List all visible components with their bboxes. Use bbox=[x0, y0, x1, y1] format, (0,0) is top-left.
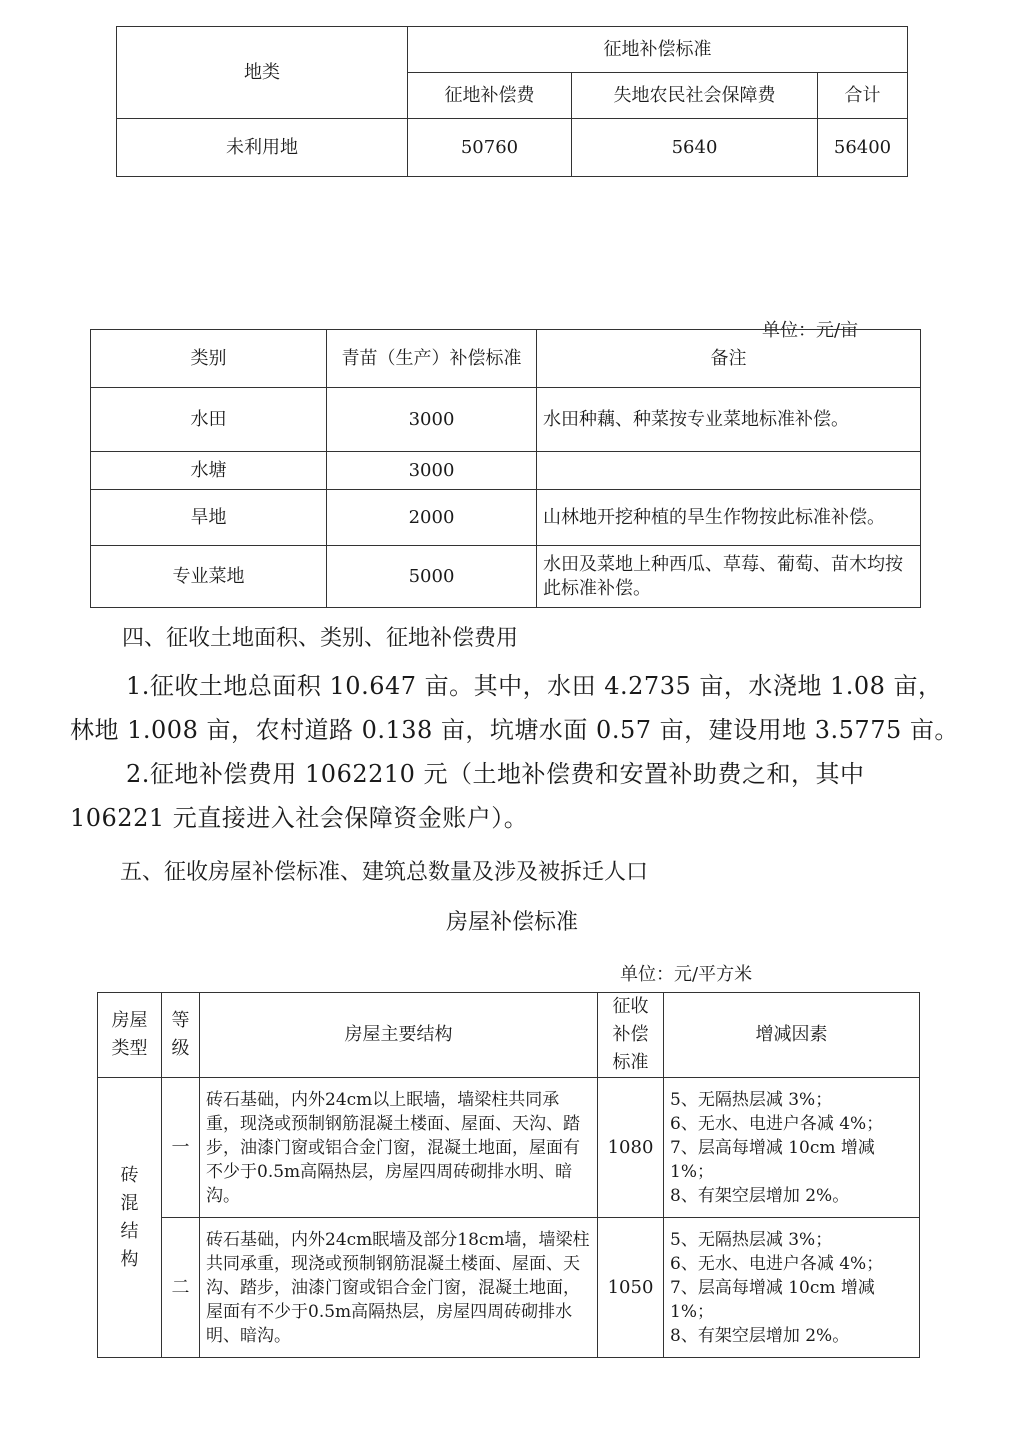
cell-category: 水田 bbox=[91, 388, 327, 452]
cell-category: 专业菜地 bbox=[91, 546, 327, 608]
section-4-paragraph-1b: 林地 1.008 亩，农村道路 0.138 亩，坑塘水面 0.57 亩，建设用地 3.5775 亩。 bbox=[70, 716, 959, 744]
table-row bbox=[91, 452, 921, 490]
factor-item: 7、层高每增减 10cm 增减 1%； bbox=[670, 1277, 875, 1322]
cell-social: 5640 bbox=[572, 119, 818, 177]
cell-standard: 2000 bbox=[327, 490, 537, 546]
cell-category: 水塘 bbox=[91, 452, 327, 490]
header-category: 类别 bbox=[91, 330, 327, 388]
table-row bbox=[98, 1218, 920, 1358]
house-compensation-table bbox=[97, 992, 920, 1358]
cell-total: 56400 bbox=[818, 119, 908, 177]
cell-structure: 砖石基础，内外24cm以上眠墙，墙梁柱共同承重，现浇或预制钢筋混凝土楼面、屋面、天沟、踏步，油漆门窗或铝合金门窗，混凝土地面，屋面有不少于0.5m高隔热层，房屋四周砖砌排水明、暗沟。 bbox=[200, 1078, 598, 1218]
section-4-heading: 四、征收土地面积、类别、征地补偿费用 bbox=[122, 626, 519, 651]
crop-compensation-table bbox=[90, 329, 921, 608]
cell-comp: 50760 bbox=[408, 119, 572, 177]
cell-factors bbox=[664, 1218, 920, 1358]
table-row bbox=[98, 1078, 920, 1218]
cell-standard: 3000 bbox=[327, 452, 537, 490]
header-crop-standard: 青苗（生产）补偿标准 bbox=[327, 330, 537, 388]
factor-item: 5、无隔热层减 3%； bbox=[670, 1089, 833, 1110]
cell-note: 水田种藕、种菜按专业菜地标准补偿。 bbox=[537, 388, 921, 452]
table-row bbox=[91, 388, 921, 452]
header-house-type: 房屋类型 bbox=[98, 993, 162, 1078]
header-main-structure: 房屋主要结构 bbox=[200, 993, 598, 1078]
factor-item: 6、无水、电进户各减 4%； bbox=[670, 1113, 884, 1134]
cell-structure: 砖石基础，内外24cm眠墙及部分18cm墙，墙梁柱共同承重，现浇或预制钢筋混凝土楼面、屋面、天沟、踏步，油漆门窗或铝合金门窗，混凝土地面，屋面有不少于0.5m高隔热层，房屋四周砖砌排水明、暗沟。 bbox=[200, 1218, 598, 1358]
factor-item: 8、有架空层增加 2%。 bbox=[670, 1185, 850, 1206]
header-land-category: 地类 bbox=[117, 27, 408, 119]
table-row bbox=[91, 490, 921, 546]
section-5-heading: 五、征收房屋补偿标准、建筑总数量及涉及被拆迁人口 bbox=[120, 860, 649, 885]
header-grade: 等级 bbox=[162, 993, 200, 1078]
cell-standard: 3000 bbox=[327, 388, 537, 452]
cell-standard: 5000 bbox=[327, 546, 537, 608]
header-social-security: 失地农民社会保障费 bbox=[572, 73, 818, 119]
table-row bbox=[91, 546, 921, 608]
section-4-paragraph-2b: 106221 元直接进入社会保障资金账户）。 bbox=[70, 804, 529, 832]
section-4-paragraph-1a: 1.征收土地总面积 10.647 亩。其中，水田 4.2735 亩，水浇地 1.08 亩， bbox=[126, 672, 943, 700]
header-note: 备注 bbox=[537, 330, 921, 388]
cell-standard: 1080 bbox=[598, 1078, 664, 1218]
cell-note: 山林地开挖种植的旱生作物按此标准补偿。 bbox=[537, 490, 921, 546]
header-standard: 征收补偿标准 bbox=[598, 993, 664, 1078]
unit-label-sqm: 单位：元/平方米 bbox=[620, 964, 753, 985]
unit-label-mu: 单位：元/亩 bbox=[762, 320, 859, 341]
factor-item: 8、有架空层增加 2%。 bbox=[670, 1325, 850, 1346]
cell-category: 旱地 bbox=[91, 490, 327, 546]
cell-standard: 1050 bbox=[598, 1218, 664, 1358]
cell-note bbox=[537, 452, 921, 490]
table-row bbox=[117, 119, 908, 177]
factor-item: 5、无隔热层减 3%； bbox=[670, 1229, 833, 1250]
factor-item: 7、层高每增减 10cm 增减 1%； bbox=[670, 1137, 875, 1182]
cell-house-type: 砖混结构 bbox=[98, 1078, 162, 1358]
header-factors: 增减因素 bbox=[664, 993, 920, 1078]
factor-item: 6、无水、电进户各减 4%； bbox=[670, 1253, 884, 1274]
cell-grade: 二 bbox=[162, 1218, 200, 1358]
cell-note: 水田及菜地上种西瓜、草莓、葡萄、苗木均按此标准补偿。 bbox=[537, 546, 921, 608]
house-table-title: 房屋补偿标准 bbox=[445, 910, 578, 935]
cell-factors bbox=[664, 1078, 920, 1218]
section-4-paragraph-2a: 2.征地补偿费用 1062210 元（土地补偿费和安置补助费之和，其中 bbox=[126, 760, 865, 788]
header-total: 合计 bbox=[818, 73, 908, 119]
header-compensation-standard: 征地补偿标准 bbox=[408, 27, 908, 73]
land-compensation-table bbox=[116, 26, 908, 177]
cell-category: 未利用地 bbox=[117, 119, 408, 177]
header-land-comp: 征地补偿费 bbox=[408, 73, 572, 119]
cell-grade: 一 bbox=[162, 1078, 200, 1218]
